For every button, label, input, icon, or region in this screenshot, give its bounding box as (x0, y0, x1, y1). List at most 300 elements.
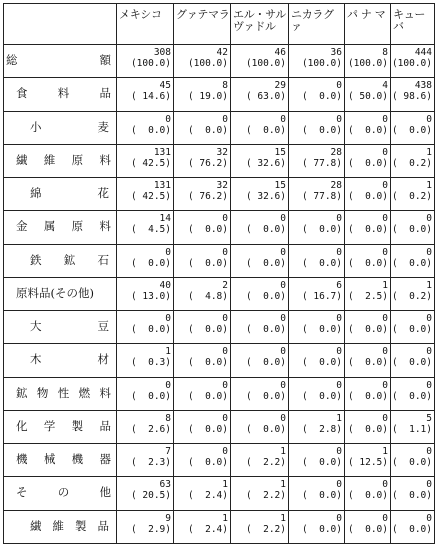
table-row (4, 78, 435, 111)
percent-value: ( 0.3) (130, 357, 171, 369)
value-cell (391, 444, 435, 477)
value-cell (345, 244, 391, 277)
value-cell (231, 510, 289, 543)
amount-value: 0 (426, 512, 432, 524)
amount-value: 0 (382, 213, 388, 225)
percent-value: ( 42.5) (130, 157, 171, 169)
percent-value: ( 2.9) (130, 523, 171, 535)
percent-value: ( 12.5) (347, 457, 388, 469)
row-label: そ の 他 (16, 485, 111, 500)
row-label: 大 豆 (30, 319, 109, 334)
value-cell (345, 178, 391, 211)
amount-value: 0 (426, 313, 432, 325)
column-header: パ ナ マ (345, 4, 391, 45)
amount-value: 28 (330, 180, 342, 192)
value-cell (345, 144, 391, 177)
table-row (4, 244, 435, 277)
value-cell (174, 410, 231, 443)
percent-value: ( 0.0) (391, 523, 432, 535)
trade-table (3, 3, 435, 544)
amount-value: 36 (330, 47, 342, 58)
row-label-cell (4, 277, 117, 310)
table-row (4, 510, 435, 543)
amount-value: 0 (222, 313, 228, 325)
percent-value: ( 63.0) (245, 91, 286, 103)
amount-value: 0 (280, 279, 286, 291)
value-cell (231, 211, 289, 244)
amount-value: 1 (280, 479, 286, 491)
value-cell (174, 211, 231, 244)
percent-value: ( 2.2) (245, 523, 286, 535)
value-cell (391, 311, 435, 344)
amount-value: 0 (222, 412, 228, 424)
amount-value: 42 (216, 47, 228, 58)
column-header (231, 4, 289, 45)
percent-value: ( 32.6) (245, 157, 286, 169)
percent-value: ( 0.0) (301, 257, 342, 269)
amount-value: 0 (426, 246, 432, 258)
row-label: 原料品(その他) (16, 285, 94, 300)
row-label: 木 材 (30, 352, 109, 367)
amount-value: 1 (280, 512, 286, 524)
column-header: グァテマラ (174, 4, 231, 45)
percent-value: ( 0.0) (301, 523, 342, 535)
amount-value: 0 (336, 479, 342, 491)
percent-value: ( 0.0) (245, 390, 286, 402)
value-cell (117, 78, 174, 111)
percent-value: ( 19.0) (187, 91, 228, 103)
value-cell (117, 311, 174, 344)
row-label-cell (4, 477, 117, 510)
amount-value: 0 (336, 446, 342, 458)
value-cell (345, 277, 391, 310)
value-cell (231, 244, 289, 277)
value-cell (117, 377, 174, 410)
amount-value: 15 (274, 146, 286, 158)
percent-value: ( 0.0) (347, 157, 388, 169)
value-cell (117, 111, 174, 144)
percent-value: ( 0.2) (391, 157, 432, 169)
amount-value: 1 (382, 279, 388, 291)
percent-value: ( 4.5) (130, 224, 171, 236)
amount-value: 45 (159, 80, 171, 92)
value-cell (117, 444, 174, 477)
amount-value: 0 (280, 213, 286, 225)
percent-value: ( 76.2) (187, 191, 228, 203)
amount-value: 0 (336, 313, 342, 325)
percent-value: ( 0.0) (301, 357, 342, 369)
percent-value: ( 16.7) (301, 290, 342, 302)
value-cell (391, 244, 435, 277)
row-label: 金 属 原 料 (16, 219, 111, 234)
row-label-cell (4, 45, 117, 78)
amount-value: 0 (336, 80, 342, 92)
amount-value: 0 (382, 180, 388, 192)
value-cell (289, 178, 345, 211)
value-cell (391, 144, 435, 177)
amount-value: 0 (426, 113, 432, 125)
row-label: 食 料 品 (16, 86, 111, 101)
percent-value: ( 77.8) (301, 191, 342, 203)
percent-value: ( 0.0) (130, 390, 171, 402)
value-cell (289, 444, 345, 477)
column-header: キューバ (391, 4, 435, 45)
value-cell (117, 344, 174, 377)
percent-value: ( 0.0) (391, 124, 432, 136)
percent-value: ( 0.0) (187, 124, 228, 136)
value-cell (174, 510, 231, 543)
percent-value: ( 0.0) (391, 490, 432, 502)
value-cell (289, 277, 345, 310)
percent-value: ( 2.4) (187, 523, 228, 535)
value-cell (345, 311, 391, 344)
value-cell (289, 211, 345, 244)
amount-value: 0 (336, 113, 342, 125)
header-corner-cell (4, 4, 117, 45)
amount-value: 131 (153, 180, 171, 192)
amount-value: 0 (280, 346, 286, 358)
value-cell (174, 477, 231, 510)
amount-value: 5 (426, 412, 432, 424)
amount-value: 32 (216, 146, 228, 158)
percent-value: (100.0) (301, 58, 342, 69)
percent-value: ( 0.0) (347, 124, 388, 136)
value-cell (345, 344, 391, 377)
value-cell (391, 211, 435, 244)
amount-value: 0 (222, 113, 228, 125)
value-cell (174, 111, 231, 144)
amount-value: 0 (382, 246, 388, 258)
amount-value: 0 (382, 479, 388, 491)
percent-value: ( 2.2) (245, 490, 286, 502)
percent-value: ( 2.8) (301, 423, 342, 435)
value-cell (345, 444, 391, 477)
amount-value: 63 (159, 479, 171, 491)
value-cell (117, 510, 174, 543)
value-cell (174, 344, 231, 377)
value-cell (117, 144, 174, 177)
amount-value: 444 (414, 47, 432, 58)
row-label-cell (4, 444, 117, 477)
percent-value: ( 0.0) (245, 257, 286, 269)
column-header-label: エル・サル ヴァドル (233, 8, 286, 33)
row-label: 繊 維 製 品 (30, 518, 109, 533)
percent-value: ( 0.0) (245, 224, 286, 236)
amount-value: 14 (159, 213, 171, 225)
percent-value: ( 0.0) (245, 290, 286, 302)
table-row (4, 178, 435, 211)
value-cell (231, 444, 289, 477)
value-cell (289, 477, 345, 510)
value-cell (117, 211, 174, 244)
amount-value: 0 (165, 379, 171, 391)
percent-value: ( 13.0) (130, 290, 171, 302)
percent-value: ( 1.1) (391, 423, 432, 435)
amount-value: 0 (222, 346, 228, 358)
amount-value: 131 (153, 146, 171, 158)
value-cell (174, 277, 231, 310)
amount-value: 0 (165, 313, 171, 325)
value-cell (289, 311, 345, 344)
row-label-cell (4, 410, 117, 443)
value-cell (174, 444, 231, 477)
percent-value: ( 2.5) (347, 290, 388, 302)
value-cell (391, 510, 435, 543)
value-cell (289, 510, 345, 543)
percent-value: ( 0.0) (301, 124, 342, 136)
value-cell (391, 377, 435, 410)
row-label: 鉱 物 性 燃 料 (16, 385, 111, 400)
value-cell (117, 410, 174, 443)
amount-value: 0 (336, 246, 342, 258)
amount-value: 1 (426, 180, 432, 192)
value-cell (345, 211, 391, 244)
percent-value: ( 0.0) (187, 257, 228, 269)
value-cell (345, 410, 391, 443)
percent-value: (100.0) (130, 58, 171, 69)
row-label: 機 械 機 器 (16, 452, 111, 467)
value-cell (289, 45, 345, 78)
amount-value: 0 (222, 246, 228, 258)
value-cell (174, 144, 231, 177)
table-row (4, 377, 435, 410)
percent-value: ( 0.0) (301, 490, 342, 502)
row-label-cell (4, 78, 117, 111)
value-cell (174, 244, 231, 277)
amount-value: 15 (274, 180, 286, 192)
row-label: 繊 維 原 料 (16, 152, 111, 167)
row-label: 化 学 製 品 (16, 418, 111, 433)
amount-value: 0 (280, 313, 286, 325)
amount-value: 8 (382, 47, 388, 58)
value-cell (289, 78, 345, 111)
table-row (4, 144, 435, 177)
amount-value: 0 (280, 379, 286, 391)
percent-value: ( 2.2) (245, 457, 286, 469)
value-cell (345, 45, 391, 78)
amount-value: 8 (165, 412, 171, 424)
value-cell (289, 144, 345, 177)
value-cell (391, 45, 435, 78)
value-cell (117, 277, 174, 310)
percent-value: ( 0.0) (347, 224, 388, 236)
percent-value: ( 0.0) (245, 324, 286, 336)
value-cell (345, 78, 391, 111)
amount-value: 0 (280, 113, 286, 125)
amount-value: 0 (382, 379, 388, 391)
percent-value: ( 0.0) (347, 357, 388, 369)
row-label-cell (4, 510, 117, 543)
amount-value: 2 (222, 279, 228, 291)
percent-value: (100.0) (245, 58, 286, 69)
value-cell (117, 477, 174, 510)
row-label-cell (4, 144, 117, 177)
row-label: 綿 花 (30, 186, 109, 201)
table-row (4, 311, 435, 344)
percent-value: ( 0.0) (187, 423, 228, 435)
table-row (4, 477, 435, 510)
value-cell (391, 344, 435, 377)
value-cell (174, 377, 231, 410)
value-cell (174, 311, 231, 344)
percent-value: ( 0.0) (347, 390, 388, 402)
amount-value: 0 (165, 246, 171, 258)
percent-value: ( 0.0) (245, 124, 286, 136)
percent-value: ( 0.0) (347, 257, 388, 269)
amount-value: 0 (165, 113, 171, 125)
percent-value: ( 50.0) (347, 91, 388, 103)
percent-value: ( 0.0) (391, 257, 432, 269)
amount-value: 1 (280, 446, 286, 458)
value-cell (231, 178, 289, 211)
percent-value: ( 98.6) (391, 91, 432, 103)
table-row (4, 444, 435, 477)
table-row (4, 45, 435, 78)
amount-value: 0 (426, 213, 432, 225)
percent-value: (100.0) (187, 58, 228, 69)
percent-value: ( 0.0) (391, 224, 432, 236)
value-cell (345, 477, 391, 510)
percent-value: ( 42.5) (130, 191, 171, 203)
amount-value: 1 (222, 479, 228, 491)
percent-value: ( 0.0) (187, 457, 228, 469)
value-cell (289, 344, 345, 377)
amount-value: 1 (222, 512, 228, 524)
amount-value: 0 (280, 246, 286, 258)
percent-value: ( 0.0) (391, 324, 432, 336)
value-cell (231, 78, 289, 111)
value-cell (231, 45, 289, 78)
value-cell (231, 111, 289, 144)
header-row (4, 4, 435, 45)
amount-value: 0 (336, 213, 342, 225)
percent-value: ( 4.8) (187, 290, 228, 302)
percent-value: ( 0.2) (391, 290, 432, 302)
amount-value: 46 (274, 47, 286, 58)
percent-value: ( 0.0) (245, 357, 286, 369)
value-cell (231, 311, 289, 344)
amount-value: 29 (274, 80, 286, 92)
value-cell (174, 78, 231, 111)
percent-value: ( 2.6) (130, 423, 171, 435)
amount-value: 1 (426, 279, 432, 291)
amount-value: 0 (222, 213, 228, 225)
percent-value: ( 0.0) (187, 390, 228, 402)
column-header: ニカラグァ (289, 4, 345, 45)
row-label: 鉄 鉱 石 (30, 252, 109, 267)
value-cell (391, 78, 435, 111)
percent-value: ( 76.2) (187, 157, 228, 169)
amount-value: 1 (426, 146, 432, 158)
value-cell (345, 111, 391, 144)
amount-value: 1 (382, 446, 388, 458)
percent-value: ( 0.0) (301, 224, 342, 236)
percent-value: ( 0.0) (301, 91, 342, 103)
percent-value: ( 20.5) (130, 490, 171, 502)
percent-value: (100.0) (391, 58, 432, 69)
column-header: メキシコ (117, 4, 174, 45)
table-row (4, 277, 435, 310)
value-cell (231, 477, 289, 510)
percent-value: ( 32.6) (245, 191, 286, 203)
percent-value: ( 0.0) (245, 423, 286, 435)
amount-value: 0 (382, 346, 388, 358)
percent-value: ( 0.0) (130, 124, 171, 136)
amount-value: 9 (165, 512, 171, 524)
value-cell (345, 510, 391, 543)
amount-value: 308 (153, 47, 171, 58)
percent-value: ( 0.0) (187, 324, 228, 336)
row-label-cell (4, 377, 117, 410)
amount-value: 0 (222, 446, 228, 458)
amount-value: 0 (280, 412, 286, 424)
percent-value: ( 0.0) (187, 357, 228, 369)
amount-value: 7 (165, 446, 171, 458)
amount-value: 0 (382, 313, 388, 325)
percent-value: ( 77.8) (301, 157, 342, 169)
value-cell (391, 410, 435, 443)
value-cell (289, 244, 345, 277)
amount-value: 0 (382, 113, 388, 125)
amount-value: 4 (382, 80, 388, 92)
percent-value: ( 0.0) (347, 324, 388, 336)
value-cell (345, 377, 391, 410)
value-cell (231, 344, 289, 377)
value-cell (391, 277, 435, 310)
row-label: 小 麦 (30, 119, 109, 134)
amount-value: 0 (382, 146, 388, 158)
row-label-cell (4, 244, 117, 277)
table-row (4, 344, 435, 377)
percent-value: (100.0) (347, 58, 388, 69)
value-cell (231, 377, 289, 410)
value-cell (231, 410, 289, 443)
value-cell (174, 45, 231, 78)
amount-value: 0 (336, 379, 342, 391)
amount-value: 1 (336, 412, 342, 424)
value-cell (117, 244, 174, 277)
row-label-cell (4, 211, 117, 244)
percent-value: ( 0.0) (347, 523, 388, 535)
percent-value: ( 0.0) (130, 257, 171, 269)
value-cell (117, 178, 174, 211)
amount-value: 8 (222, 80, 228, 92)
value-cell (231, 144, 289, 177)
percent-value: ( 0.0) (391, 457, 432, 469)
value-cell (117, 45, 174, 78)
percent-value: ( 0.0) (347, 423, 388, 435)
percent-value: ( 2.3) (130, 457, 171, 469)
amount-value: 0 (426, 479, 432, 491)
value-cell (231, 277, 289, 310)
percent-value: ( 0.0) (391, 357, 432, 369)
amount-value: 0 (426, 379, 432, 391)
value-cell (391, 477, 435, 510)
percent-value: ( 0.0) (301, 457, 342, 469)
percent-value: ( 0.0) (187, 224, 228, 236)
percent-value: ( 0.0) (301, 390, 342, 402)
table-row (4, 211, 435, 244)
amount-value: 32 (216, 180, 228, 192)
table-body (4, 45, 435, 544)
amount-value: 0 (222, 379, 228, 391)
row-label-cell (4, 311, 117, 344)
percent-value: ( 0.0) (130, 324, 171, 336)
amount-value: 40 (159, 279, 171, 291)
table-row (4, 410, 435, 443)
value-cell (391, 178, 435, 211)
amount-value: 0 (336, 512, 342, 524)
